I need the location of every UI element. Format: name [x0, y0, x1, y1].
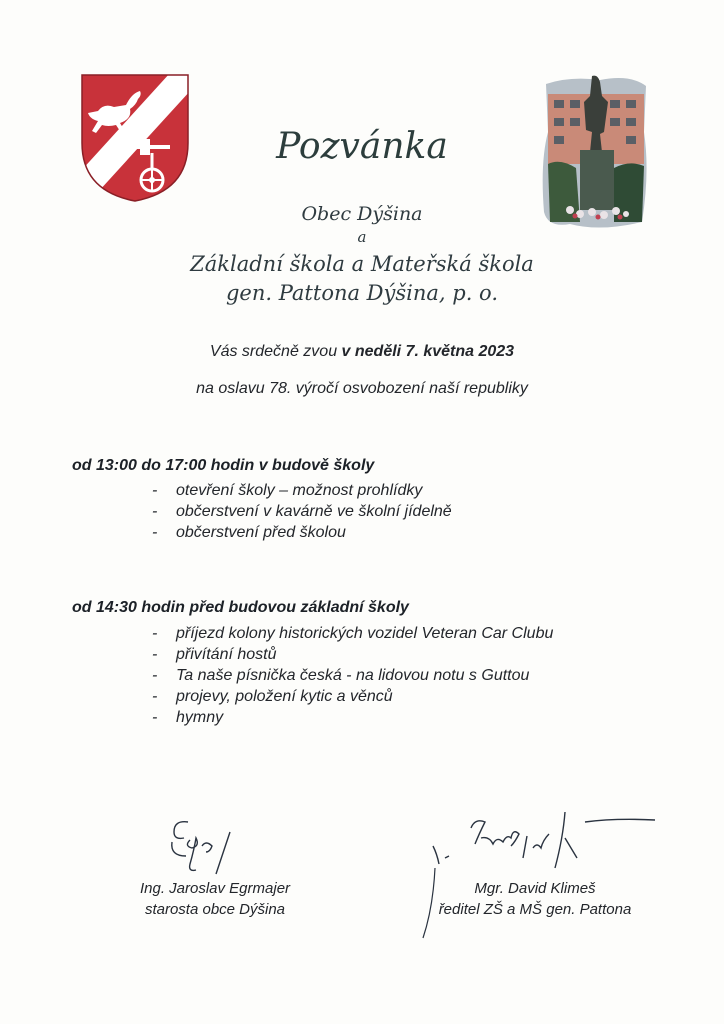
list-item: - příjezd kolony historických vozidel Veteran Car Clubu — [152, 625, 554, 642]
invitation-date-line — [0, 343, 724, 361]
list-item: - občerstvení v kavárně ve školní jídelně — [152, 503, 452, 520]
list-item: - otevření školy – možnost prohlídky — [152, 482, 423, 499]
program-block-2-title: od 14:30 hodin před budovou základní školy — [72, 599, 409, 616]
mayor-name: Ing. Jaroslav Egrmajer — [139, 880, 291, 897]
mayor-signature-block — [110, 878, 320, 920]
conjunction: a — [357, 228, 367, 246]
event-date: v neděli 7. května 2023 — [341, 343, 515, 360]
director-signature — [415, 798, 665, 943]
event-occasion: na oslavu 78. výročí osvobození naší republiky — [196, 380, 528, 397]
list-item: - přivítání hostů — [152, 646, 277, 663]
organizer-school-name: gen. Pattona Dýšina, p. o. — [225, 281, 499, 305]
list-item: - hymny — [152, 709, 224, 726]
program-block-1-title: od 13:00 do 17:00 hodin v budově školy — [72, 457, 375, 474]
director-name: Mgr. David Klimeš — [474, 880, 596, 897]
organizer-municipality: Obec Dýšina — [301, 203, 423, 225]
invitation-prefix: Vás srdečně zvou — [209, 343, 342, 360]
program-block-1-list — [152, 480, 452, 543]
program-block-2-list — [152, 623, 553, 728]
list-item: - občerstvení před školou — [152, 524, 346, 541]
list-item: - projevy, položení kytic a věnců — [152, 688, 393, 705]
mayor-signature — [160, 812, 270, 882]
mayor-role: starosta obce Dýšina — [144, 901, 286, 918]
director-role: ředitel ZŠ a MŠ gen. Pattona — [438, 901, 632, 918]
page-title: Pozvánka — [276, 126, 448, 167]
list-item: - Ta naše písnička česká - na lidovou notu s Guttou — [152, 667, 530, 684]
organizer-school: Základní škola a Mateřská škola — [190, 252, 534, 276]
director-signature-block — [410, 878, 660, 920]
